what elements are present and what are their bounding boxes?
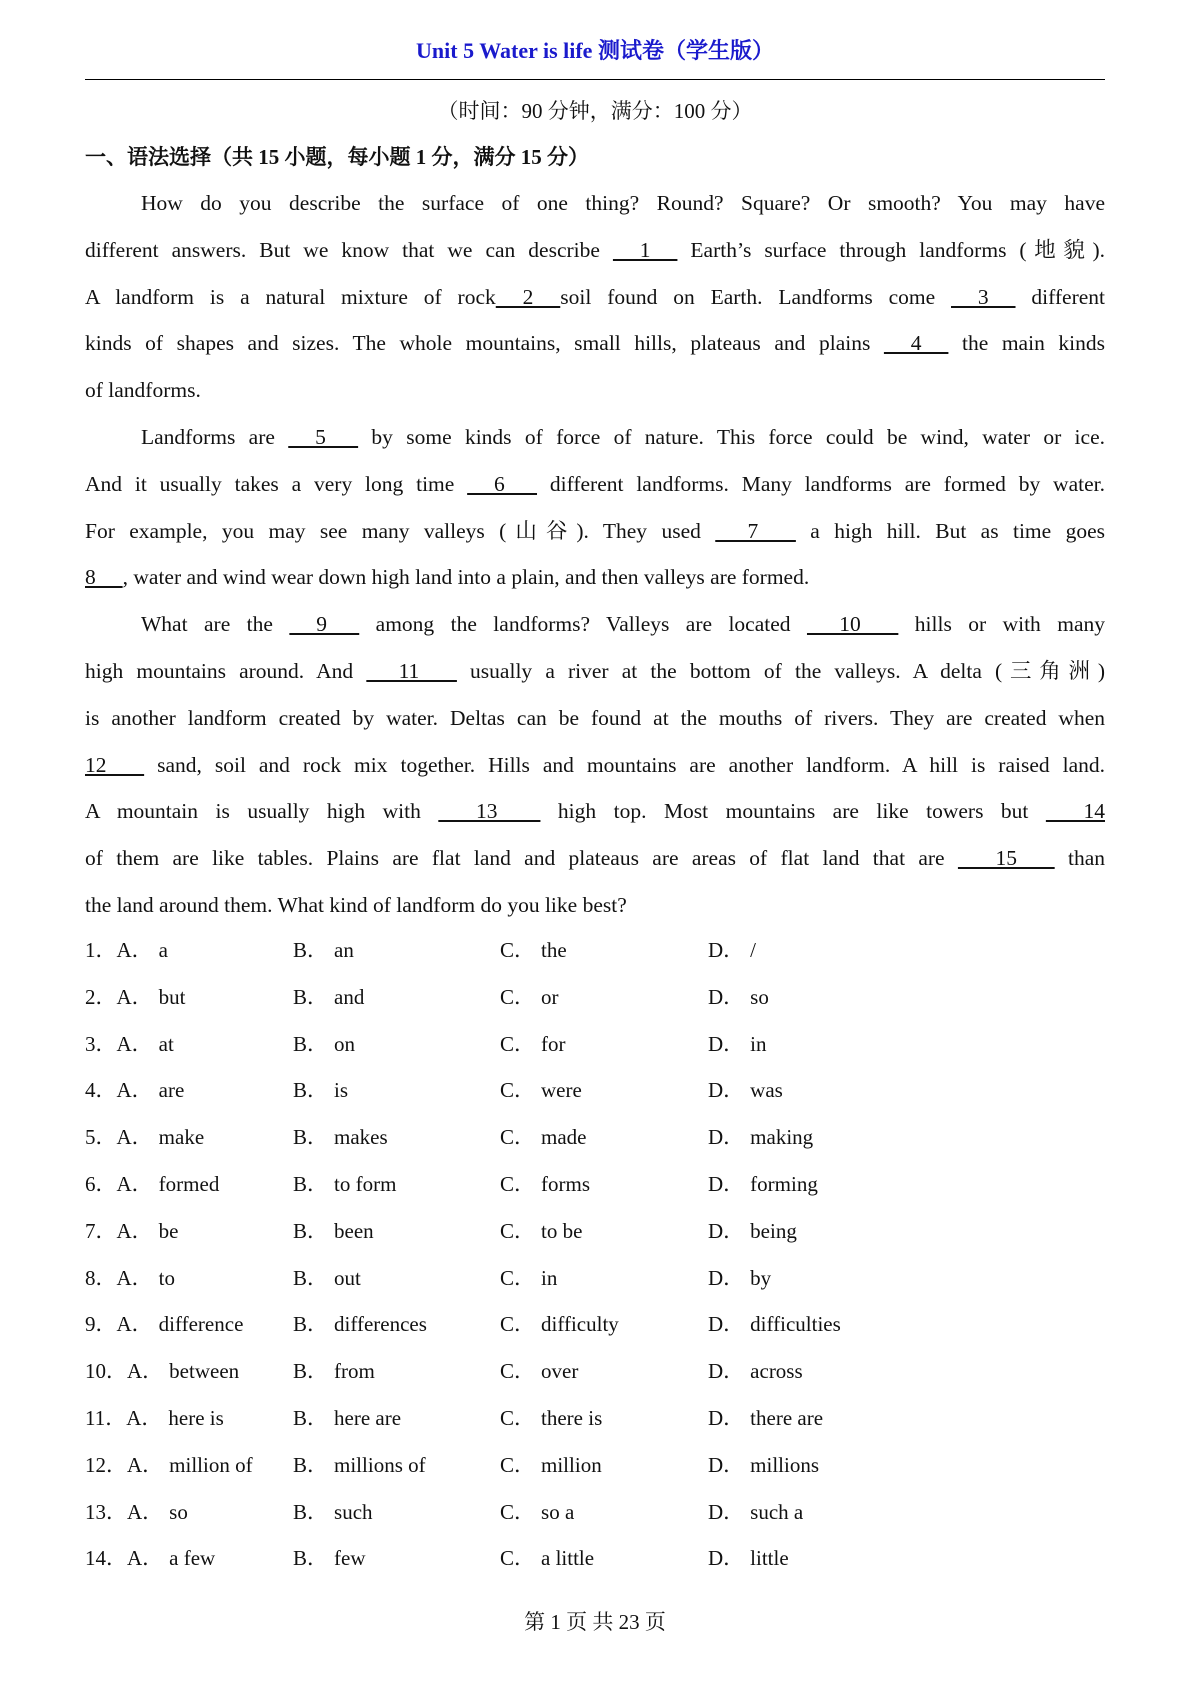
passage-line bbox=[85, 888, 1105, 935]
question-number: 8． bbox=[85, 1265, 117, 1290]
option-b bbox=[293, 980, 364, 1014]
passage-line bbox=[85, 701, 1105, 748]
question-number: 2． bbox=[85, 984, 117, 1009]
option-text: across bbox=[750, 1359, 803, 1384]
passage-line bbox=[85, 186, 1105, 233]
option-letter: C． bbox=[500, 1452, 536, 1477]
option-d bbox=[708, 980, 769, 1014]
option-a bbox=[85, 1354, 239, 1388]
option-text: the bbox=[541, 938, 567, 962]
option-letter: A． bbox=[127, 1359, 164, 1384]
passage-text: And it usually takes a very long time bbox=[85, 471, 468, 496]
passage-line bbox=[85, 373, 1105, 420]
passage-text: , water and wind wear down high land into a plain, and then valleys are formed. bbox=[122, 565, 810, 590]
passage-text: different answers. But we know that we can describe bbox=[85, 237, 613, 262]
passage-text: usually a river at the bottom of the valleys. A delta (三角洲) bbox=[456, 658, 1105, 683]
option-text: a few bbox=[169, 1546, 216, 1571]
option-text: / bbox=[750, 938, 757, 962]
option-a bbox=[85, 933, 168, 967]
title-divider bbox=[85, 79, 1105, 80]
option-text: millions bbox=[750, 1452, 820, 1477]
option-text: an bbox=[334, 938, 354, 962]
option-text: but bbox=[158, 984, 186, 1009]
answer-blank: 11 bbox=[366, 658, 457, 683]
option-letter: B． bbox=[293, 1452, 329, 1477]
option-text: in bbox=[541, 1265, 558, 1290]
option-text: between bbox=[169, 1359, 240, 1384]
passage-text: by some kinds of force of nature. This force could be wind, water or ice. bbox=[358, 424, 1105, 449]
option-text: million bbox=[541, 1452, 602, 1477]
option-text: were bbox=[541, 1078, 582, 1103]
passage-text: the land around them. What kind of landform do you like best? bbox=[85, 892, 627, 917]
option-letter: A． bbox=[116, 1218, 153, 1243]
option-text: there is bbox=[541, 1405, 603, 1430]
option-letter: C． bbox=[500, 1218, 536, 1243]
option-d bbox=[708, 1448, 819, 1482]
option-text: a little bbox=[541, 1546, 595, 1571]
question-number: 7． bbox=[85, 1218, 117, 1243]
answer-blank: 3 bbox=[951, 284, 1016, 309]
option-a bbox=[85, 1541, 215, 1575]
passage-line bbox=[85, 794, 1105, 841]
option-letter: D． bbox=[708, 1312, 745, 1337]
option-letter: A． bbox=[116, 1171, 153, 1196]
question-row bbox=[85, 1541, 1105, 1588]
option-text: for bbox=[541, 1031, 566, 1056]
option-c bbox=[500, 933, 567, 967]
section-heading: 一、语法选择（共 15 小题，每小题 1 分，满分 15 分） bbox=[85, 145, 589, 169]
question-row bbox=[85, 1495, 1105, 1542]
passage-text: Landforms are bbox=[141, 424, 289, 449]
option-c bbox=[500, 1541, 594, 1575]
option-c bbox=[500, 1307, 619, 1341]
option-letter: B． bbox=[293, 1078, 329, 1103]
option-c bbox=[500, 1073, 582, 1107]
passage-text: than bbox=[1054, 846, 1105, 871]
option-text: over bbox=[541, 1359, 579, 1384]
option-letter: A． bbox=[127, 1452, 164, 1477]
option-text: there are bbox=[750, 1405, 824, 1430]
option-letter: C． bbox=[500, 938, 536, 962]
option-letter: A． bbox=[116, 984, 153, 1009]
question-row bbox=[85, 1027, 1105, 1074]
answer-blank: 5 bbox=[288, 424, 359, 449]
option-letter: A． bbox=[116, 1078, 153, 1103]
option-letter: D． bbox=[708, 1265, 745, 1290]
question-number: 13． bbox=[85, 1499, 127, 1524]
option-letter: D． bbox=[708, 1405, 745, 1430]
passage-text: A landform is a natural mixture of rock bbox=[85, 284, 496, 309]
option-text: make bbox=[158, 1125, 205, 1150]
option-letter: C． bbox=[500, 1265, 536, 1290]
option-letter: D． bbox=[708, 984, 745, 1009]
option-d bbox=[708, 1307, 841, 1341]
option-text: millions of bbox=[334, 1452, 426, 1477]
option-d bbox=[708, 933, 756, 967]
question-row bbox=[85, 1073, 1105, 1120]
option-text: and bbox=[334, 984, 365, 1009]
option-text: difference bbox=[158, 1312, 244, 1337]
option-c bbox=[500, 1214, 582, 1248]
passage-line bbox=[85, 607, 1105, 654]
passage-text: A mountain is usually high with bbox=[85, 799, 439, 824]
option-letter: C． bbox=[500, 1031, 536, 1056]
option-b bbox=[293, 1120, 388, 1154]
option-c bbox=[500, 1167, 590, 1201]
option-c bbox=[500, 1261, 557, 1295]
option-letter: B． bbox=[293, 1125, 329, 1150]
option-letter: D． bbox=[708, 1125, 745, 1150]
option-text: by bbox=[750, 1265, 772, 1290]
option-b bbox=[293, 1495, 373, 1529]
option-text: differences bbox=[334, 1312, 427, 1337]
option-a bbox=[85, 1307, 243, 1341]
question-row bbox=[85, 1261, 1105, 1308]
option-letter: C． bbox=[500, 1546, 536, 1571]
question-row bbox=[85, 1401, 1105, 1448]
passage-text: different bbox=[1015, 284, 1106, 309]
answer-blank: 13 bbox=[438, 799, 541, 824]
option-text: made bbox=[541, 1125, 587, 1150]
question-row bbox=[85, 1214, 1105, 1261]
option-letter: B． bbox=[293, 1218, 329, 1243]
page-footer: 第 1 页 共 23 页 bbox=[524, 1610, 666, 1634]
option-c bbox=[500, 1120, 587, 1154]
option-a bbox=[85, 1214, 179, 1248]
option-text: from bbox=[334, 1359, 375, 1384]
passage-text: is another landform created by water. Deltas can be found at the mouths of rivers. They are created when bbox=[85, 705, 1105, 730]
passage-text: soil found on Earth. Landforms come bbox=[560, 284, 952, 309]
passage-text: What are the bbox=[141, 612, 290, 637]
passage-text: a high hill. But as time goes bbox=[795, 518, 1105, 543]
passage-line bbox=[85, 841, 1105, 888]
passage-line bbox=[85, 233, 1105, 280]
option-c bbox=[500, 1495, 574, 1529]
option-text: forming bbox=[750, 1171, 818, 1196]
option-a bbox=[85, 1073, 184, 1107]
option-text: makes bbox=[334, 1125, 388, 1150]
option-text: being bbox=[750, 1218, 797, 1243]
option-a bbox=[85, 1120, 204, 1154]
question-number: 11． bbox=[85, 1405, 127, 1430]
option-text: be bbox=[158, 1218, 179, 1243]
option-b bbox=[293, 1354, 375, 1388]
answer-blank: 15 bbox=[957, 846, 1055, 871]
question-row bbox=[85, 933, 1105, 980]
passage-line bbox=[85, 514, 1105, 561]
option-text: to be bbox=[541, 1218, 583, 1243]
answer-blank: 10 bbox=[806, 612, 899, 637]
option-b bbox=[293, 1448, 426, 1482]
option-text: few bbox=[334, 1546, 366, 1571]
passage-text: kinds of shapes and sizes. The whole mountains, small hills, plateaus and plains bbox=[85, 331, 884, 356]
option-letter: C． bbox=[500, 1125, 536, 1150]
option-d bbox=[708, 1541, 789, 1575]
option-text: so bbox=[169, 1499, 188, 1524]
passage-text: the main kinds bbox=[948, 331, 1105, 356]
option-letter: D． bbox=[708, 1078, 745, 1103]
question-number: 10． bbox=[85, 1359, 127, 1384]
option-letter: A． bbox=[116, 1031, 153, 1056]
option-letter: B． bbox=[293, 1265, 329, 1290]
option-text: at bbox=[158, 1031, 174, 1056]
option-d bbox=[708, 1354, 803, 1388]
option-c bbox=[500, 1354, 578, 1388]
passage-text: of them are like tables. Plains are flat land and plateaus are areas of flat land that are bbox=[85, 846, 958, 871]
option-text: are bbox=[158, 1078, 185, 1103]
option-a bbox=[85, 1495, 188, 1529]
passage-line bbox=[85, 560, 1105, 607]
option-a bbox=[85, 1027, 174, 1061]
passage-text: For example, you may see many valleys (山谷). They used bbox=[85, 518, 716, 543]
option-letter: A． bbox=[116, 1312, 153, 1337]
option-b bbox=[293, 1027, 355, 1061]
option-d bbox=[708, 1073, 783, 1107]
option-b bbox=[293, 1307, 427, 1341]
answer-blank: 9 bbox=[289, 612, 360, 637]
option-letter: A． bbox=[126, 1405, 163, 1430]
question-row bbox=[85, 1448, 1105, 1495]
option-text: is bbox=[334, 1078, 349, 1103]
option-letter: A． bbox=[116, 1125, 153, 1150]
question-row bbox=[85, 1307, 1105, 1354]
option-text: a bbox=[158, 938, 168, 962]
option-letter: A． bbox=[127, 1499, 164, 1524]
option-text: such a bbox=[750, 1499, 804, 1524]
passage-line bbox=[85, 748, 1105, 795]
option-d bbox=[708, 1027, 767, 1061]
answer-blank: 7 bbox=[715, 518, 796, 543]
option-letter: D． bbox=[708, 1171, 745, 1196]
option-text: formed bbox=[158, 1171, 220, 1196]
option-letter: C． bbox=[500, 1078, 536, 1103]
option-letter: B． bbox=[293, 1499, 329, 1524]
question-number: 4． bbox=[85, 1078, 117, 1103]
passage-text: high mountains around. And bbox=[85, 658, 367, 683]
passage-text: How do you describe the surface of one thing? Round? Square? Or smooth? You may have bbox=[141, 191, 1105, 215]
cloze-passage bbox=[85, 186, 1105, 935]
option-text: difficulties bbox=[750, 1312, 841, 1337]
option-letter: D． bbox=[708, 1452, 745, 1477]
question-number: 5． bbox=[85, 1125, 117, 1150]
option-letter: B． bbox=[293, 1405, 329, 1430]
passage-text: Earth’s surface through landforms (地貌). bbox=[677, 237, 1105, 262]
passage-line bbox=[85, 654, 1105, 701]
option-b bbox=[293, 1214, 374, 1248]
option-letter: D． bbox=[708, 1218, 745, 1243]
passage-line bbox=[85, 326, 1105, 373]
option-b bbox=[293, 1541, 366, 1575]
option-d bbox=[708, 1167, 818, 1201]
option-a bbox=[85, 1167, 219, 1201]
answer-blank: 6 bbox=[467, 471, 538, 496]
question-number: 12． bbox=[85, 1452, 127, 1477]
option-d bbox=[708, 1495, 803, 1529]
passage-line bbox=[85, 420, 1105, 467]
option-letter: B． bbox=[293, 938, 329, 962]
question-options bbox=[85, 933, 1105, 1588]
answer-blank: 8 bbox=[85, 565, 123, 590]
option-text: so a bbox=[541, 1499, 575, 1524]
option-a bbox=[85, 1401, 224, 1435]
option-a bbox=[85, 980, 186, 1014]
option-a bbox=[85, 1448, 253, 1482]
question-row bbox=[85, 1120, 1105, 1167]
option-a bbox=[85, 1261, 175, 1295]
option-d bbox=[708, 1120, 813, 1154]
option-text: forms bbox=[541, 1171, 591, 1196]
option-text: so bbox=[750, 984, 769, 1009]
option-b bbox=[293, 1261, 361, 1295]
passage-line bbox=[85, 280, 1105, 327]
option-c bbox=[500, 980, 559, 1014]
option-letter: B． bbox=[293, 1171, 329, 1196]
question-number: 6． bbox=[85, 1171, 117, 1196]
option-letter: C． bbox=[500, 1312, 536, 1337]
option-text: here is bbox=[168, 1405, 224, 1430]
option-c bbox=[500, 1027, 566, 1061]
page-title: Unit 5 Water is life 测试卷（学生版） bbox=[416, 38, 774, 63]
option-text: difficulty bbox=[541, 1312, 619, 1337]
question-number: 14． bbox=[85, 1546, 127, 1571]
answer-blank: 4 bbox=[883, 331, 949, 356]
option-letter: B． bbox=[293, 1359, 329, 1384]
passage-text: hills or with many bbox=[898, 612, 1105, 637]
option-text: to form bbox=[334, 1171, 397, 1196]
answer-blank: 14 bbox=[1045, 799, 1105, 824]
passage-text: different landforms. Many landforms are formed by water. bbox=[537, 471, 1105, 496]
option-letter: C． bbox=[500, 984, 536, 1009]
option-letter: C． bbox=[500, 1405, 536, 1430]
option-text: been bbox=[334, 1218, 374, 1243]
option-d bbox=[708, 1261, 771, 1295]
option-letter: A． bbox=[116, 938, 153, 962]
option-letter: B． bbox=[293, 984, 329, 1009]
option-letter: D． bbox=[708, 1359, 745, 1384]
passage-text: high top. Most mountains are like towers but bbox=[540, 799, 1046, 824]
option-letter: B． bbox=[293, 1546, 329, 1571]
answer-blank: 12 bbox=[85, 752, 145, 777]
option-letter: D． bbox=[708, 938, 745, 962]
answer-blank: 2 bbox=[495, 284, 561, 309]
option-text: making bbox=[750, 1125, 814, 1150]
passage-text: among the landforms? Valleys are located bbox=[359, 612, 807, 637]
option-text: out bbox=[334, 1265, 361, 1290]
option-b bbox=[293, 1073, 348, 1107]
option-letter: D． bbox=[708, 1546, 745, 1571]
option-b bbox=[293, 933, 354, 967]
option-text: on bbox=[334, 1031, 356, 1056]
option-text: million of bbox=[169, 1452, 253, 1477]
option-text: here are bbox=[334, 1405, 402, 1430]
option-text: little bbox=[750, 1546, 789, 1571]
option-letter: C． bbox=[500, 1359, 536, 1384]
option-b bbox=[293, 1167, 396, 1201]
option-letter: C． bbox=[500, 1171, 536, 1196]
option-letter: D． bbox=[708, 1499, 745, 1524]
option-text: in bbox=[750, 1031, 767, 1056]
question-row bbox=[85, 1354, 1105, 1401]
passage-text: of landforms. bbox=[85, 378, 201, 403]
option-text: or bbox=[541, 984, 559, 1009]
option-c bbox=[500, 1448, 602, 1482]
question-number: 3． bbox=[85, 1031, 117, 1056]
answer-blank: 1 bbox=[612, 237, 678, 262]
option-letter: A． bbox=[116, 1265, 153, 1290]
option-letter: B． bbox=[293, 1031, 329, 1056]
option-text: such bbox=[334, 1499, 373, 1524]
question-number: 9． bbox=[85, 1312, 117, 1337]
option-letter: C． bbox=[500, 1499, 536, 1524]
option-letter: A． bbox=[127, 1546, 164, 1571]
question-number: 1． bbox=[85, 938, 117, 962]
option-d bbox=[708, 1214, 797, 1248]
option-letter: D． bbox=[708, 1031, 745, 1056]
option-b bbox=[293, 1401, 401, 1435]
question-row bbox=[85, 1167, 1105, 1214]
option-text: was bbox=[750, 1078, 783, 1103]
option-text: to bbox=[158, 1265, 176, 1290]
option-letter: B． bbox=[293, 1312, 329, 1337]
option-c bbox=[500, 1401, 602, 1435]
question-row bbox=[85, 980, 1105, 1027]
option-d bbox=[708, 1401, 823, 1435]
passage-line bbox=[85, 467, 1105, 514]
exam-time-info: （时间：90 分钟，满分：100 分） bbox=[437, 99, 753, 123]
passage-text: sand, soil and rock mix together. Hills and mountains are another landform. A hill is raised land. bbox=[144, 752, 1105, 777]
